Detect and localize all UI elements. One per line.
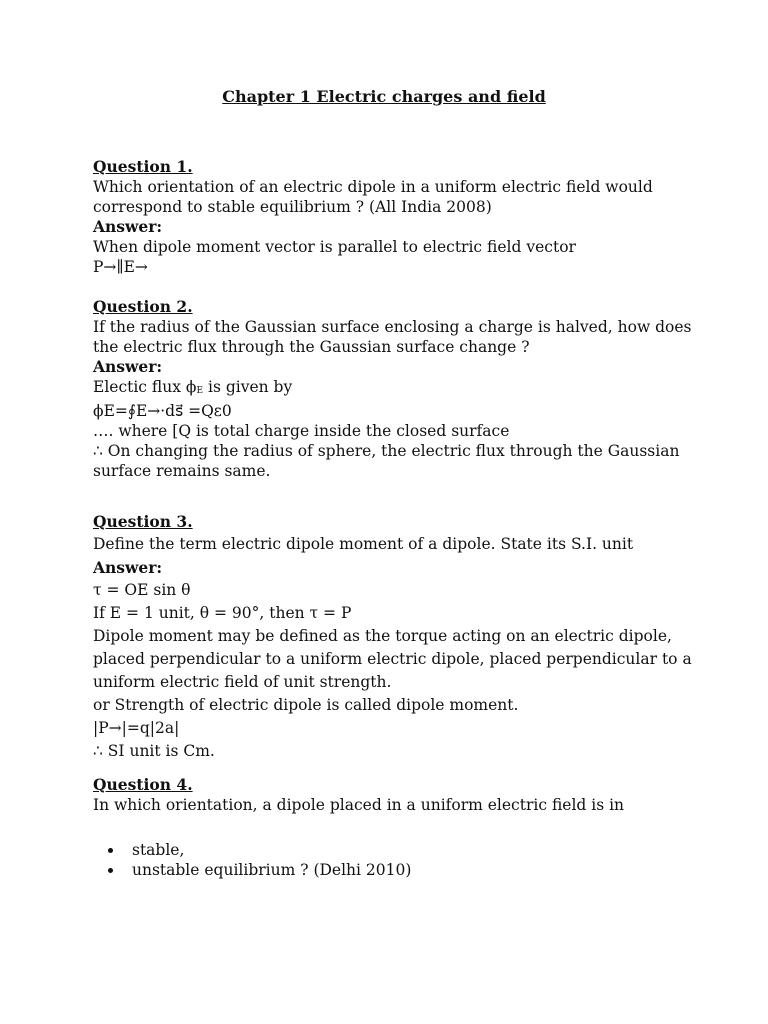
question-3-answer-line-1: τ = OE sin θ	[93, 581, 191, 599]
list-item-text: stable,	[132, 841, 185, 859]
chapter-title: Chapter 1 Electric charges and field	[222, 87, 546, 106]
bullet-icon	[108, 848, 113, 853]
question-1-answer-line-1: When dipole moment vector is parallel to electric field vector	[93, 238, 576, 256]
flux-line-subscript: E	[196, 386, 204, 396]
question-1-text-line-1: Which orientation of an electric dipole in a uniform electric field would	[93, 178, 653, 196]
list-item	[93, 840, 411, 860]
question-2-text-line-1: If the radius of the Gaussian surface enclosing a charge is halved, how does	[93, 318, 692, 336]
question-2-answer-line-4: surface remains same.	[93, 462, 271, 480]
question-1	[93, 157, 693, 277]
question-2-answer-line-2: …. where [Q is total charge inside the closed surface	[93, 422, 510, 440]
question-2-text-line-2: the electric flux through the Gaussian surface change ?	[93, 338, 530, 356]
flux-line-prefix: Electic flux ϕ	[93, 378, 197, 396]
bullet-icon	[108, 868, 113, 873]
question-3-label: Question 3.	[93, 512, 193, 531]
question-3-answer-line-8: ∴ SI unit is Cm.	[93, 742, 215, 760]
question-3-answer-line-6: or Strength of electric dipole is called dipole moment.	[93, 696, 519, 714]
question-3-answer-line-4: placed perpendicular to a uniform electric dipole, placed perpendicular to a	[93, 650, 692, 668]
question-4-bullet-list	[93, 840, 411, 880]
question-4-label: Question 4.	[93, 775, 193, 794]
question-3-answer-line-3: Dipole moment may be defined as the torque acting on an electric dipole,	[93, 627, 672, 645]
question-1-answer-line-2: P→∥E→	[93, 258, 148, 276]
question-2-answer-line-3: ∴ On changing the radius of sphere, the electric flux through the Gaussian	[93, 442, 680, 460]
question-4	[93, 775, 693, 815]
question-3-answer-line-2: If E = 1 unit, θ = 90°, then τ = P	[93, 604, 352, 622]
question-2-label: Question 2.	[93, 297, 193, 316]
question-1-text-line-2: correspond to stable equilibrium ? (All India 2008)	[93, 198, 492, 216]
flux-line-suffix: is given by	[203, 378, 293, 396]
question-2-answer-line-1: ϕE=∮E→·ds⃗ =Qε0	[93, 402, 232, 420]
question-3-answer-line-5: uniform electric field of unit strength.	[93, 673, 392, 691]
question-3-answer-label: Answer:	[93, 558, 163, 577]
question-1-label: Question 1.	[93, 157, 193, 176]
question-4-text: In which orientation, a dipole placed in a uniform electric field is in	[93, 796, 625, 814]
question-3-answer-line-7: |P→|=q|2a|	[93, 719, 180, 737]
question-2-answer-label: Answer:	[93, 357, 163, 376]
question-2-flux-line	[93, 377, 693, 401]
question-2	[93, 297, 693, 481]
question-3-text: Define the term electric dipole moment of a dipole. State its S.I. unit	[93, 535, 634, 553]
list-item-text: unstable equilibrium ? (Delhi 2010)	[132, 861, 412, 879]
question-3	[93, 510, 693, 763]
list-item	[93, 860, 411, 880]
question-1-answer-label: Answer:	[93, 217, 163, 236]
